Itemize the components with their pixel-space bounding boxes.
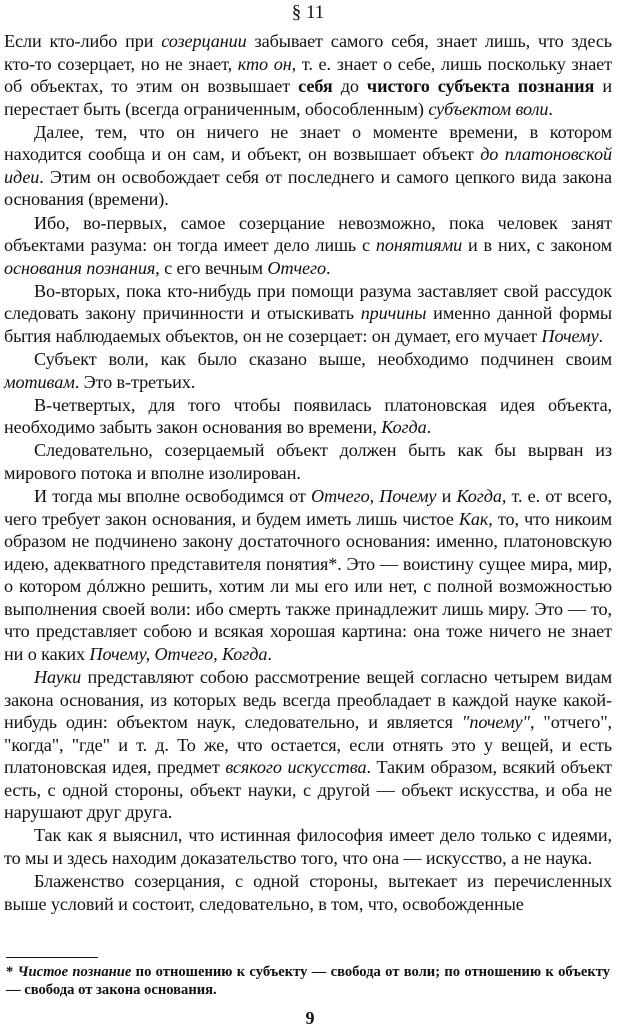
paragraph bbox=[4, 870, 612, 915]
paragraph bbox=[4, 824, 612, 869]
emphasis-text: Когда bbox=[456, 486, 502, 507]
paragraph bbox=[4, 121, 612, 211]
footnote-text: Чистое познание bbox=[17, 964, 132, 980]
section-heading: § 11 bbox=[291, 2, 325, 23]
paragraph bbox=[4, 666, 612, 824]
emphasis-text: Отчего bbox=[267, 257, 327, 278]
text-run: , "отчего", "когда", "где" и т. д. То же, что остается, если отнять это у вещей, и есть платоновская идея, предмет bbox=[4, 712, 612, 778]
text-run: до bbox=[332, 76, 367, 97]
footnote-divider bbox=[6, 957, 98, 958]
emphasis-text: Отчего, Почему bbox=[310, 486, 437, 507]
emphasis-text: себя bbox=[298, 76, 333, 97]
emphasis-text: всякого искусства bbox=[225, 757, 367, 778]
text-run: и в них, с законом bbox=[462, 235, 612, 256]
emphasis-text: Почему bbox=[541, 325, 599, 346]
paragraph bbox=[4, 30, 612, 120]
text-run: В-четвертых, для того чтобы появилась платоновская идея объекта, необходимо забыть закон основания во времени, bbox=[4, 394, 612, 438]
text-run: И тогда мы вполне освободимся от bbox=[34, 486, 311, 507]
text-run: Далее, тем, что он ничего не знает о моменте времени, в котором находится сообща и он сам, и объект, он возвышает объект bbox=[4, 121, 612, 165]
text-run: Следовательно, созерцаемый объект должен быть как бы вырван из мирового потока и вполне изолирован. bbox=[4, 440, 612, 483]
emphasis-text: основания познания bbox=[4, 257, 156, 278]
footnote bbox=[6, 963, 610, 999]
text-run: именно данной формы бытия наблюдаемых объектов, он не созерцает: он думает, его мучает bbox=[4, 303, 612, 346]
text-run: Субъект воли, как было сказано выше, необходимо подчинен своим bbox=[34, 349, 612, 370]
text-run: представляют собою рассмотрение вещей согласно четырем видам закона основания, из которых ведь всегда преобладает в каждой науке какой-нибудь один: объектом наук, следовательно, и является bbox=[4, 667, 612, 733]
text-run: . bbox=[598, 325, 603, 346]
text-run: забывает самого себя, знает лишь, что здесь кто-то созерцает, но не знает, bbox=[4, 31, 612, 74]
paragraph bbox=[4, 348, 612, 393]
emphasis-text: Как bbox=[458, 508, 489, 529]
footnote-text: по отношению к субъекту — свобода от воли; по отношению к объекту — свобода от закона основания. bbox=[6, 964, 611, 998]
page-number: 9 bbox=[305, 1008, 315, 1028]
emphasis-text: Науки bbox=[34, 667, 82, 688]
emphasis-text: Почему, Отчего, Когда bbox=[89, 643, 268, 664]
emphasis-text: Когда bbox=[381, 417, 427, 438]
text-run: . bbox=[267, 643, 272, 664]
paragraph bbox=[4, 280, 612, 348]
text-run: Блаженство созерцания, с одной стороны, вытекает из перечисленных выше условий и состоит, следовательно, в том, что, освобожденные bbox=[4, 871, 612, 914]
text-run: . bbox=[548, 98, 553, 119]
emphasis-text: кто он, bbox=[237, 53, 297, 74]
text-run: Так как я выяснил, что истинная философия имеет дело только с идеями, то мы и здесь находим доказательство того, что она — искусство, а не наука. bbox=[4, 825, 612, 869]
text-run: . Это в-третьих. bbox=[74, 371, 196, 392]
text-run: Во-вторых, пока кто-нибудь при помощи разума заставляет свой рассудок следовать закону причинности и отыскивать bbox=[4, 280, 612, 324]
emphasis-text: причины bbox=[360, 303, 427, 324]
footnote-text: * bbox=[6, 964, 18, 980]
paragraph bbox=[4, 212, 612, 280]
emphasis-text: чистого субъекта познания bbox=[366, 76, 595, 97]
text-run: т. е. знает о себе, лишь поскольку знает об объектах, то этим он возвышает bbox=[4, 53, 612, 97]
emphasis-text: до платоновской идеи bbox=[4, 144, 612, 187]
text-run: и bbox=[436, 486, 457, 507]
emphasis-text: созерцании bbox=[161, 31, 247, 51]
emphasis-text: понятиями bbox=[375, 235, 463, 256]
text-run: Ибо, во-первых, самое созерцание невозможно, пока человек занят объектами разума: он тогда имеет дело лишь с bbox=[4, 212, 612, 256]
text-run: Если кто-либо при bbox=[4, 31, 162, 51]
paragraph bbox=[4, 485, 612, 665]
text-run: и перестает быть (всегда ограниченным, обособленным) bbox=[4, 76, 612, 119]
text-run: , с его вечным bbox=[155, 257, 268, 278]
text-run: , то, что никоим образом не подчинено закону достаточного основания: именно, платоновскую идею, адекватного представителя понятия*. Это — воистину сущее мира, мир, о котором дóлжно решить, хотим ли мы его или нет, с полной возможностью выполнения своей воли: ибо смерть также принадлежит лишь миру. Это — то, что представляет собою и всякая хорошая картина: она тоже ничего не знает ни о каких bbox=[4, 508, 612, 664]
paragraph bbox=[4, 439, 612, 484]
emphasis-text: субъектом воли bbox=[428, 98, 549, 119]
text-run: . Этим он освобождает себя от последнего и самого цепкого вида закона основания (времени). bbox=[4, 166, 612, 210]
text-run: . bbox=[326, 257, 331, 278]
text-run: . bbox=[426, 417, 432, 438]
emphasis-text: "почему" bbox=[461, 712, 530, 733]
paragraph bbox=[4, 394, 612, 439]
emphasis-text: мотивам bbox=[4, 371, 75, 392]
body-text bbox=[4, 30, 612, 915]
text-run: . Таким образом, всякий объект есть, с одной стороны, объект науки, с другой — объект искусства, и оба не нарушают друг друга. bbox=[4, 757, 612, 823]
text-run: , т. е. от всего, чего требует закон основания, и будем иметь лишь чистое bbox=[4, 486, 612, 529]
